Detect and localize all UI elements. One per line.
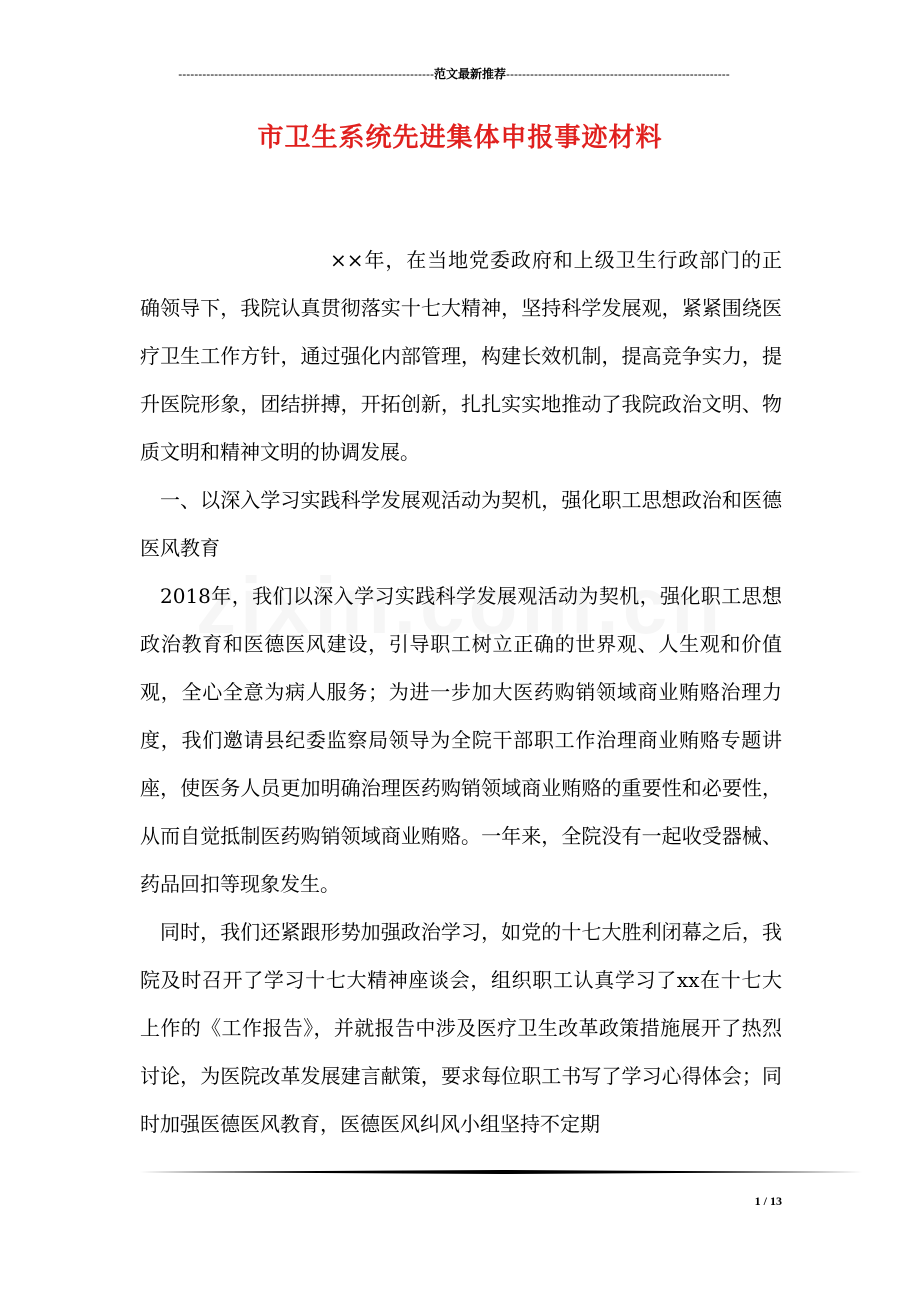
page-number: 1 / 13 bbox=[754, 1194, 782, 1208]
footer-rule bbox=[140, 1170, 862, 1174]
section-heading-1: 一、以深入学习实践科学发展观活动为契机，强化职工思想政治和医德医风教育 bbox=[140, 488, 782, 560]
header-dashes-left: ---------------------------------------------------------------- bbox=[178, 67, 434, 81]
document-title: 市卫生系统先进集体申报事迹材料 bbox=[257, 123, 663, 153]
paragraph-intro: ××年，在当地党委政府和上级卫生行政部门的正确领导下，我院认真贯彻落实十七大精神，坚持科学发展观，紧紧围绕医疗卫生工作方针，通过强化内部管理，构建长效机制，提高竞争实力，提升医院形象，团结拼搏，开拓创新，扎扎实实地推动了我院政治文明、物质文明和精神文明的协调发展。 bbox=[140, 248, 782, 464]
paragraph-2018: 2018年，我们以深入学习实践科学发展观活动为契机，强化职工思想政治教育和医德医风建设，引导职工树立正确的世界观、人生观和价值观，全心全意为病人服务；为进一步加大医药购销领域商业贿赂治理力度，我们邀请县纪委监察局领导为全院干部职工作治理商业贿赂专题讲座，使医务人员更加明确治理医药购销领域商业贿赂的重要性和必要性，从而自觉抵制医药购销领域商业贿赂。一年来，全院没有一起收受器械、药品回扣等现象发生。 bbox=[140, 584, 782, 896]
document-body bbox=[140, 236, 782, 1148]
paragraph-political-study: 同时，我们还紧跟形势加强政治学习，如党的十七大胜利闭幕之后，我院及时召开了学习十七大精神座谈会，组织职工认真学习了xx在十七大上作的《工作报告》，并就报告中涉及医疗卫生改革政策措施展开了热烈讨论，为医院改革发展建言献策，要求每位职工书写了学习心得体会；同时加强医德医风教育，医德医风纠风小组坚持不定期 bbox=[140, 920, 782, 1136]
page-header bbox=[140, 66, 768, 82]
header-dashes-right: -------------------------------------------------------- bbox=[505, 67, 730, 81]
header-label: 范文最新推荐 bbox=[433, 67, 506, 81]
